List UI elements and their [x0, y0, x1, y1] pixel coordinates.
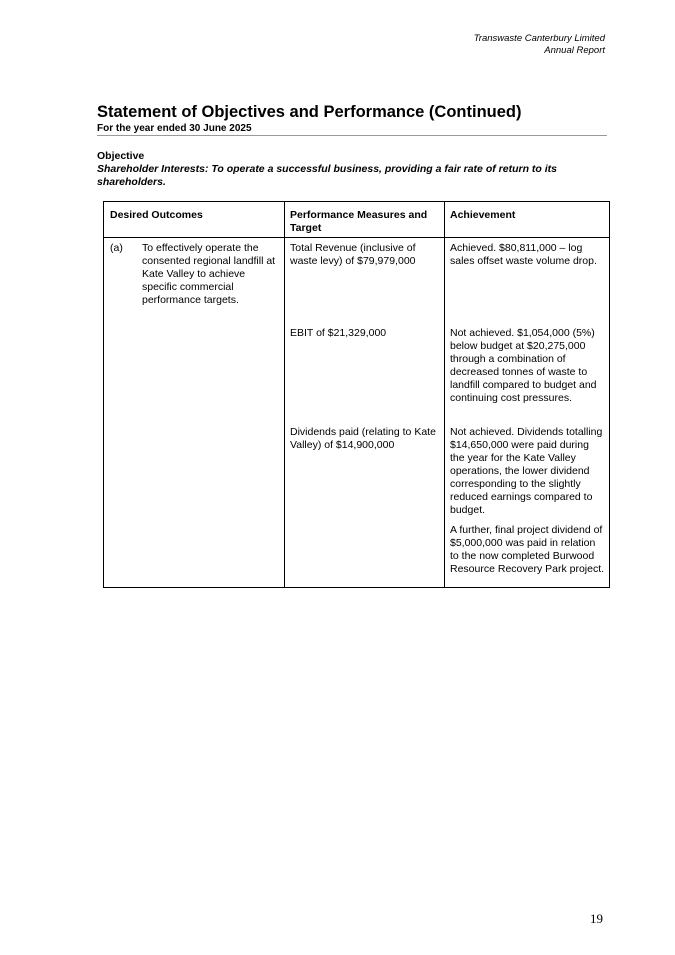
achievement-revenue: Achieved. $80,811,000 – log sales offset waste volume drop.	[450, 242, 597, 267]
running-header	[474, 33, 605, 57]
page-title: Statement of Objectives and Performance (Continued)	[97, 103, 522, 121]
company-name: Transwaste Canterbury Limited	[473, 33, 605, 44]
column-divider-2	[444, 202, 445, 587]
measure-ebit: EBIT of $21,329,000	[290, 327, 387, 339]
header-achievement: Achievement	[450, 209, 516, 221]
page-subtitle: For the year ended 30 June 2025	[97, 123, 252, 134]
header-desired-outcomes: Desired Outcomes	[110, 209, 203, 221]
column-divider-1	[284, 202, 285, 587]
objective-label: Objective	[97, 150, 145, 162]
achievement-final-dividend: A further, final project dividend of $5,000,000 was paid in relation to the now completed Burwood Resource Recovery Park project.	[450, 524, 605, 575]
achievement-dividends: Not achieved. Dividends totalling $14,650,000 were paid during the year for the Kate Valley operations, the lower dividend corresponding to the slightly reduced earnings compared to budget.	[450, 426, 603, 516]
header-divider	[104, 237, 609, 238]
page-number: 19	[590, 911, 603, 926]
report-name: Annual Report	[544, 45, 605, 56]
achievement-ebit: Not achieved. $1,054,000 (5%) below budget at $20,275,000 through a combination of decreased tonnes of waste to landfill compared to budget and continuing cost pressures.	[450, 327, 597, 404]
title-divider	[97, 135, 607, 136]
outcome-text: To effectively operate the consented regional landfill at Kate Valley to achieve specific commercial performance targets.	[142, 242, 276, 306]
measure-dividends: Dividends paid (relating to Kate Valley) of $14,900,000	[290, 426, 436, 451]
objectives-table	[103, 201, 610, 588]
outcome-index: (a)	[110, 242, 123, 254]
measure-revenue: Total Revenue (inclusive of waste levy) of $79,979,000	[290, 242, 416, 267]
header-performance-measures: Performance Measures and Target	[290, 209, 428, 234]
objective-text: Shareholder Interests: To operate a successful business, providing a fair rate of return to its shareholders.	[97, 163, 557, 188]
